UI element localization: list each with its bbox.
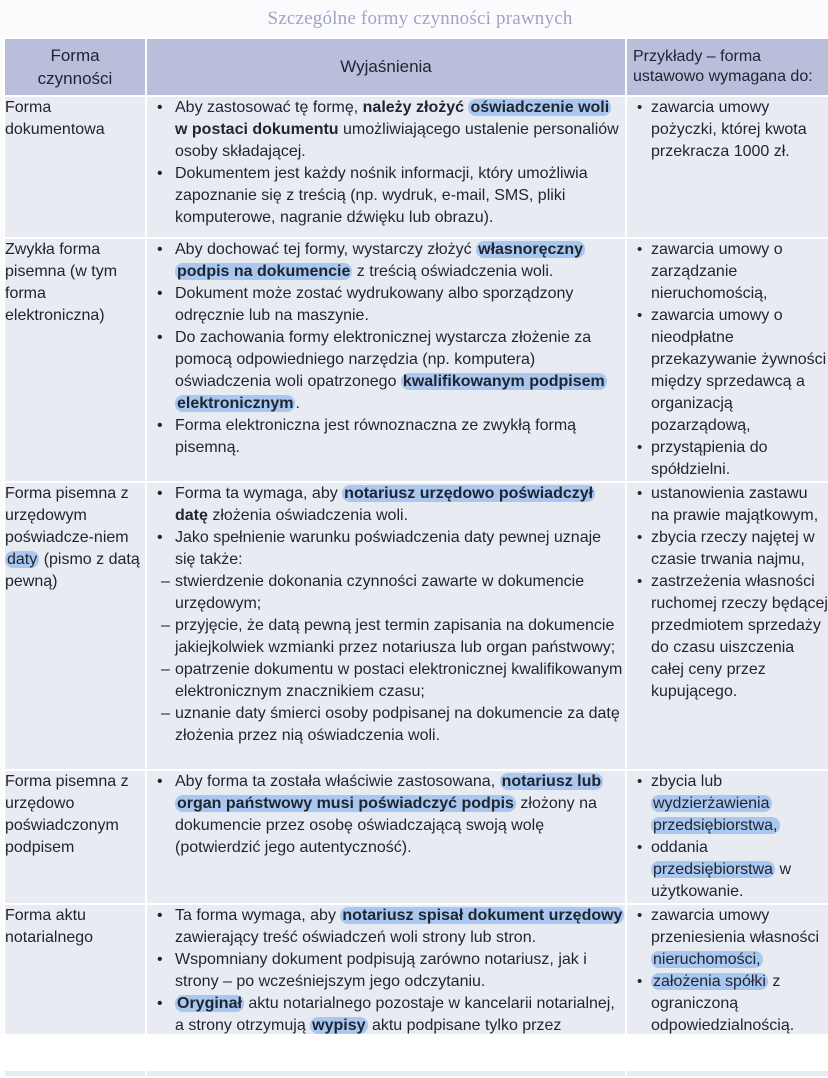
- form-name: Forma aktu notarialnego: [5, 907, 94, 946]
- text-segment: z treścią oświadczenia woli.: [352, 263, 554, 280]
- bold-text: wypisy: [312, 1017, 366, 1034]
- example-item: [627, 239, 828, 305]
- table-row: [4, 96, 828, 238]
- form-name-cell: [4, 770, 146, 904]
- highlighted-text: wydzierżawienia przedsiębiorstwa,: [653, 795, 778, 834]
- table-header-row: [4, 38, 828, 96]
- explanations-list: [147, 771, 625, 859]
- form-name-cell: [4, 96, 146, 238]
- explanation-item: [147, 163, 625, 229]
- explanation-item: [147, 97, 625, 163]
- sub-list: [147, 571, 625, 747]
- sub-list-item: – opatrzenie dokumentu w postaci elektronicznej kwalifikowanym elektronicznym znacznikiem czasu;: [147, 659, 625, 703]
- text-segment: .: [295, 395, 300, 412]
- examples-cell: [626, 770, 828, 904]
- explanations-cell: [146, 770, 626, 904]
- legal-forms-table: [3, 37, 828, 1078]
- text-segment: zawarcia umowy o nieodpłatne przekazywanie żywności między sprzedawcą a organizacją pozarządową,: [651, 307, 827, 434]
- text-segment: oddania: [651, 839, 708, 856]
- bold-text: należy złożyć: [362, 99, 469, 116]
- explanation-item: [147, 239, 625, 283]
- highlighted-text: [468, 99, 611, 116]
- form-name-cell: [4, 238, 146, 482]
- text-segment: Dokument może zostać wydrukowany albo sporządzony odręcznie lub na maszynie.: [175, 285, 574, 324]
- header-examples: [626, 38, 828, 96]
- explanations-list: [147, 97, 625, 229]
- text-segment: aktu notarialnego pozostaje w kancelarii notarialnej, a strony otrzymują: [175, 995, 615, 1034]
- highlighted-text: [342, 485, 595, 502]
- example-item: [627, 97, 828, 163]
- header-explanations: [146, 38, 626, 96]
- sub-list-item: – stwierdzenie dokonania czynności zawarte w dokumencie urzędowym;: [147, 571, 625, 615]
- example-item: [627, 837, 828, 903]
- highlighted-text: [175, 995, 244, 1012]
- bold-text: oświadczenie woli: [470, 99, 610, 116]
- explanation-item: [147, 327, 625, 415]
- examples-list: [627, 97, 828, 163]
- text-segment: w użytkowanie.: [651, 861, 792, 900]
- sub-list-item: – przyjęcie, że datą pewną jest termin zapisania na dokumencie jakiejkolwiek wzmianki przez notariusza lub organ państwowy;: [147, 615, 625, 659]
- examples-list: [627, 905, 828, 1037]
- text-segment: Wspomniany dokument podpisują zarówno notariusz, jak i strony – po wcześniejszym jego odczytaniu.: [175, 951, 587, 990]
- text-segment: Aby forma ta została właściwie zastosowana,: [175, 773, 500, 790]
- explanations-cell: [146, 482, 626, 770]
- text-segment: (pismo z datą pewną): [5, 551, 140, 590]
- header-form: [4, 38, 146, 96]
- examples-cell: [626, 96, 828, 238]
- text-segment: Forma pisemna z urzędowym poświadcze-niem: [5, 485, 129, 546]
- text-segment: umożliwiającego ustalenie personaliów osoby składającej.: [175, 121, 619, 160]
- page-bottom-margin: [0, 1034, 828, 1071]
- form-name: Zwykła forma pisemna (w tym forma elektroniczna): [5, 241, 118, 324]
- example-item: [627, 305, 828, 437]
- header-examples-label: Przykłady – forma ustawowo wymagana do:: [633, 48, 813, 85]
- text-segment: zastrzeżenia własności ruchomej rzeczy będącej przedmiotem sprzedaży do czasu uiszczenia całej ceny przez kupującego.: [651, 573, 828, 700]
- example-item: [627, 971, 828, 1037]
- bold-text: Oryginał: [177, 995, 242, 1012]
- example-item: [627, 771, 828, 837]
- text-segment: złożony na dokumencie przez osobę oświadczającą swoją wolę (potwierdzić jego autentyczność).: [175, 795, 597, 856]
- header-form-label: Forma czynności: [37, 46, 113, 88]
- text-segment: z ograniczoną odpowiedzialnością.: [651, 973, 795, 1034]
- text-segment: Jako spełnienie warunku poświadczenia daty pewnej uznaje się także:: [175, 529, 602, 568]
- form-name: Forma dokumentowa: [5, 99, 105, 138]
- table-row: [4, 482, 828, 770]
- bold-text: kwalifikowanym podpisem elektronicznym: [177, 373, 605, 412]
- example-item: [627, 483, 828, 527]
- highlighted-text: założenia spółki: [653, 973, 766, 990]
- text-segment: ustanowienia zastawu na prawie majątkowym,: [651, 485, 819, 524]
- bold-text: w postaci dokumentu: [175, 121, 339, 138]
- bold-text: notariusz lub organ państwowy musi poświadczyć podpis: [177, 773, 602, 812]
- highlighted-text: nieruchomości,: [653, 951, 761, 968]
- bold-text: notariusz urzędowo poświadczył: [344, 485, 594, 502]
- examples-cell: [626, 238, 828, 482]
- highlighted-text: daty: [7, 551, 38, 568]
- text-segment: aktu podpisane tylko przez: [371, 1017, 562, 1034]
- highlighted-text: [310, 1017, 367, 1034]
- text-segment: Dokumentem jest każdy nośnik informacji, który umożliwia zapoznanie się z treścią (np. wydruk, e-mail, SMS, pliki komputerowe, nagranie dźwięku lub obrazu).: [175, 165, 588, 226]
- header-explanations-label: Wyjaśnienia: [340, 57, 432, 76]
- explanation-item: [147, 905, 625, 949]
- examples-cell: [626, 482, 828, 770]
- text-segment: zbycia lub: [651, 773, 723, 790]
- bold-text: notariusz spisał dokument urzędowy: [342, 907, 623, 924]
- text-segment: Aby dochować tej formy, wystarczy złożyć: [175, 241, 477, 258]
- text-segment: zawarcia umowy przeniesienia własności: [651, 907, 820, 946]
- text-segment: przystąpienia do spółdzielni.: [651, 439, 768, 478]
- text-segment: Forma elektroniczna jest równoznaczna ze zwykłą formą pisemną.: [175, 417, 577, 456]
- sub-list-item: – uznanie daty śmierci osoby podpisanej na dokumencie za datę złożenia przez nią oświadczenia woli.: [147, 703, 625, 747]
- explanations-list: [147, 239, 625, 459]
- text-segment: zawierający treść oświadczeń woli strony lub stron.: [175, 929, 537, 946]
- explanation-item: [147, 483, 625, 527]
- bold-text: własnoręczny podpis na dokumencie: [177, 241, 584, 280]
- form-name: Forma pisemna z urzędowo poświadczonym podpisem: [5, 773, 129, 856]
- explanation-item: [147, 771, 625, 859]
- text-segment: Aby zastosować tę formę,: [175, 99, 363, 116]
- form-name-cell: [4, 482, 146, 770]
- text-segment: zawarcia umowy pożyczki, której kwota przekracza 1000 zł.: [651, 99, 807, 160]
- explanations-cell: [146, 96, 626, 238]
- examples-list: [627, 771, 828, 903]
- table-row: [4, 238, 828, 482]
- explanation-item: [147, 949, 625, 993]
- table-row: [4, 770, 828, 904]
- highlighted-text: przedsiębiorstwa: [653, 861, 774, 878]
- text-segment: zawarcia umowy o zarządzanie nieruchomością,: [651, 241, 783, 302]
- bold-text: datę: [175, 507, 208, 524]
- explanation-item: [147, 415, 625, 459]
- examples-list: [627, 239, 828, 481]
- example-item: [627, 527, 828, 571]
- explanation-item: [147, 527, 625, 747]
- explanation-item: [147, 283, 625, 327]
- example-item: [627, 905, 828, 971]
- explanations-list: [147, 483, 625, 747]
- text-segment: złożenia oświadczenia woli.: [207, 507, 409, 524]
- example-item: [627, 437, 828, 481]
- text-segment: Ta forma wymaga, aby: [175, 907, 341, 924]
- text-segment: Do zachowania formy elektronicznej wystarcza złożenie za pomocą odpowiedniego narzędzia (np. komputera) oświadczenia woli opatrzonego: [175, 329, 592, 390]
- highlighted-text: [340, 907, 624, 924]
- text-segment: Forma ta wymaga, aby: [175, 485, 343, 502]
- text-segment: zbycia rzeczy najętej w czasie trwania najmu,: [651, 529, 815, 568]
- explanations-cell: [146, 238, 626, 482]
- page-title: Szczególne formy czynności prawnych: [267, 8, 573, 29]
- example-item: [627, 571, 828, 703]
- examples-list: [627, 483, 828, 703]
